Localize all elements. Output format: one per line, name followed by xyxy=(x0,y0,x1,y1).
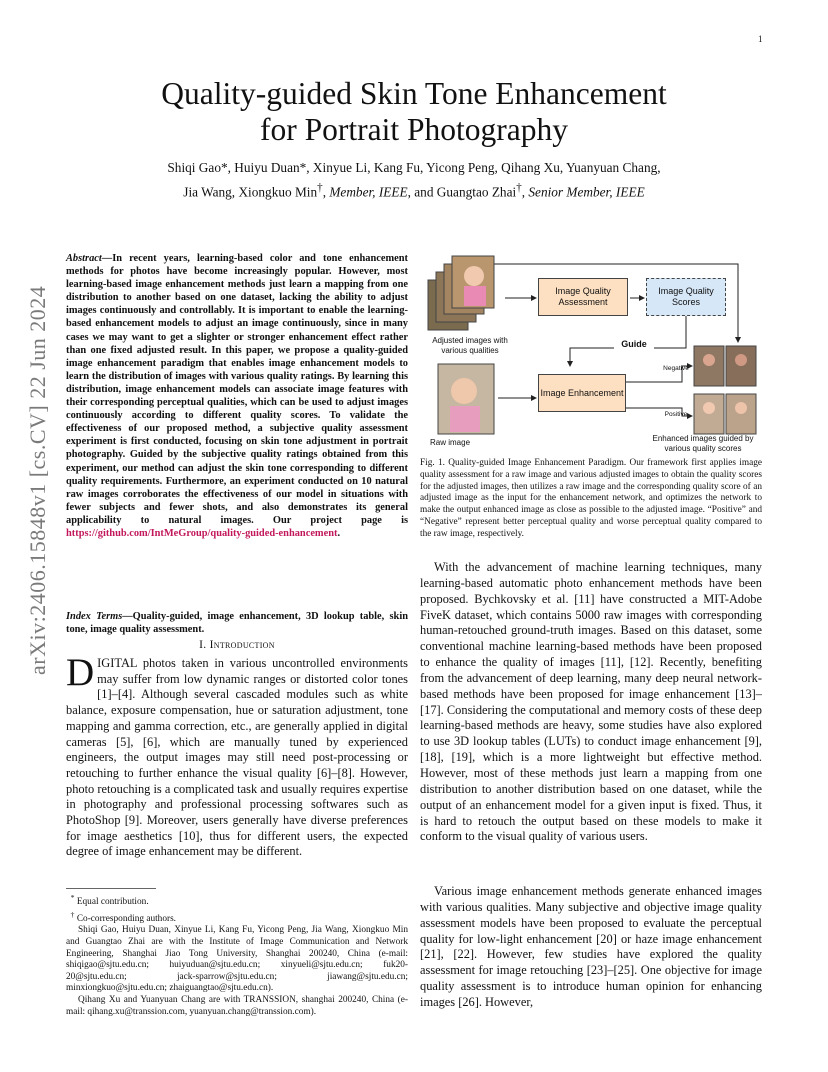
adjusted-images-label: Adjusted images with various qualities xyxy=(432,336,508,355)
title-line-2: for Portrait Photography xyxy=(260,112,568,147)
introduction-paragraph xyxy=(66,651,408,860)
guide-label: Guide xyxy=(614,340,654,350)
author-wang-min: Jia Wang, Xiongkuo Min xyxy=(183,184,318,200)
footnote-corresponding: † Co-corresponding authors. xyxy=(70,909,177,924)
raw-image-label: Raw image xyxy=(430,438,471,447)
negative-portraits xyxy=(694,346,756,386)
negative-label: Negative xyxy=(663,365,689,372)
drop-cap: D xyxy=(66,651,95,694)
abstract: Abstract—In recent years, learning-based color and tone enhancement methods for photos have become increasingly popular. However, most learning-based image enhancement methods just learn a mapping from one distribution to another based on one dataset, lacking the ability to adjust images continuously and controllably. It is important to enable the learning-based enhancement models to adjust an image continuously, since in many cases we may want to get a slighter or stronger enhancement effect rather than one fixed adjusted result. In this paper, we propose a quality-guided image enhancement paradigm that enables image enhancement models to learn the distribution of images with various quality ratings. By learning this distribution, image enhancement models can associate image features with their corresponding perceptual qualities, which can be used to adjust images continuously according to different quality scores. To validate the effectiveness of our proposed method, a subjective quality assessment experiment is first conducted, focusing on skin tone adjustment in portrait photography. Guided by the subjective quality ratings obtained from this experiment, our method can adjust the skin tone corresponding to different quality requirements. Furthermore, an experiment conducted on 10 natural raw images corroborates the effectiveness of our model in situations with fewer subjects and fewer shots, and also demonstrates its general applicability to natural images. Our project page is https://github.com/IntMeGroup/quality-guided-enhancement. xyxy=(66,253,408,539)
member-ieee: Member, IEEE xyxy=(329,184,408,200)
portrait-stack xyxy=(428,256,494,330)
abstract-body: —In recent years, learning-based color and tone enhancement methods for photos have become increasingly popular. However, most learning-based image enhancement methods just learn a mapping from one distribution to another based on one dataset, lacking the ability to adjust images continuously and controllably. It is important to enable the learning-based enhancement models to adjust an image continuously, since in many cases we may want to get a slighter or stronger enhancement effect rather than one fixed adjusted result. In this paper, we propose a quality-guided image enhancement paradigm that enables image enhancement models to learn the distribution of images with various quality ratings. By learning this distribution, image enhancement models can associate image features with their corresponding perceptual qualities, which can be used to adjust images continuously according to different quality scores. To validate the effectiveness of our proposed method, a subjective quality assessment experiment is first conducted, focusing on skin tone adjustment in portrait photography. Guided by the subjective quality ratings obtained from this experiment, our method can adjust the skin tone corresponding to different quality requirements. Furthermore, an experiment conducted on 10 natural raw images corroborates the effectiveness of our model in situations with fewer subjects and fewer shots, and also demonstrates its general applicability to natural images. Our project page is xyxy=(66,253,408,526)
positive-portraits xyxy=(694,394,756,434)
title-line-1: Quality-guided Skin Tone Enhancement xyxy=(161,76,667,111)
footnote-rule xyxy=(66,888,156,889)
index-terms-body: —Quality-guided, image enhancement, 3D lookup table, skin tone, image quality assessment. xyxy=(66,611,408,636)
footnote-affiliation-1: Shiqi Gao, Huiyu Duan, Xinyue Li, Kang Fu, Yicong Peng, Jia Wang, Xiongkuo Min and Guangtao Zhai are with the Institute of Image Communication and Network Engineering, Shanghai Jiao Tong University, Shanghai 200240, China (e-mail: shiqigao@sjtu.edu.cn; huiyuduan@sjtu.edu.cn; xinyueli@sjtu.edu.cn; fuk20-20@sjtu.edu.cn; jack-sparrow@sjtu.edu.cn; jiawang@sjtu.edu.cn; minxiongkuo@sjtu.edu.cn; zhaiguangtao@sjtu.edu.cn). xyxy=(66,925,408,994)
right-paragraph-1: With the advancement of machine learning techniques, many learning-based automatic photo enhancement methods have been proposed. Bychkovsky et al. [11] have constructed a MIT-Adobe FiveK dataset, which contains 5000 raw images with corresponding human-retouched ground-truth images. Based on this dataset, some conventional machine learning-based methods have been proposed to enhance the quality of images [11], [12]. Recently, benefiting from the advancement of deep learning, many deep neural network-based methods have been proposed for image enhancement [13]–[17]. Considering the computational and memory costs of these deep learning-based methods are heavy, some studies have also explored to use 3D lookup tables (LUTs) to conduct image enhancement [9], [18], [19], which is a more lightweight but effective method. However, most of these methods just learn a mapping from one distribution to another distribution based on one dataset, while the output of an enhancement model for a given input is fixed. Thus, it is hard to retouch the output based on these models to make it conform to the visual quality of various users. xyxy=(420,560,762,844)
section-heading-introduction: I. Introduction xyxy=(199,639,275,651)
author-list xyxy=(90,158,738,202)
author-zhai: , and Guangtao Zhai xyxy=(407,184,517,200)
footnote-affiliation-2: Qihang Xu and Yuanyuan Chang are with TRANSSION, shanghai 200240, China (e-mail: qihang.xu@transsion.com, yuanyuan.chang@transsion.com). xyxy=(66,994,408,1017)
project-link[interactable]: https://github.com/IntMeGroup/quality-guided-enhancement xyxy=(66,527,338,539)
box-image-enhancement: Image Enhancement xyxy=(538,374,626,412)
positive-label: Positive xyxy=(664,411,688,418)
arxiv-stamp: arXiv:2406.15848v1 [cs.CV] 22 Jun 2024 xyxy=(25,285,50,675)
index-terms-label: Index Terms xyxy=(66,611,123,622)
raw-portrait xyxy=(438,364,494,434)
figure-1-caption: Fig. 1. Quality-guided Image Enhancement Paradigm. Our framework first applies image quality assessment for a raw image and various adjusted images to obtain the quality scores for the adjusted images, then utilizes a raw image and the corresponding quality score of an adjusted image as the input for the enhancement network, and optimizes the network to make the output enhanced image as close as possible to the adjusted image. “Positive” and “Negative” represent better perceptual quality and worse perceptual quality compared to the raw image, respectively. xyxy=(420,458,762,539)
introduction-text: IGITAL photos taken in various uncontrolled environments may suffer from low dynamic ranges or distorted color tones [1]–[4]. Although several cascaded modules such as white balance, exposure compensation, hue or saturation adjustment, tone mapping and gamma correction, etc., are generally applied in digital cameras [5], [6], which are manually tuned by experienced engineers, the output images may still need post-processing or retouching to further enhance the visual quality [6]–[8]. However, photo retouching is a complicated task and usually requires expertise in photography and professional processing softwares such as PhotoShop [9]. Moreover, users generally have diverse preferences for image aesthetics [10], thus for different users, the expected degree of image enhancement may be different. xyxy=(66,656,408,859)
paper-title xyxy=(60,76,768,148)
box-image-quality-assessment: Image Quality Assessment xyxy=(538,278,628,316)
figure-1-diagram xyxy=(420,246,762,454)
senior-member-ieee: Senior Member, IEEE xyxy=(528,184,645,200)
right-paragraph-2: Various image enhancement methods generate enhanced images with various qualities. Many subjective and objective image quality assessment models have been proposed to evaluate the perceptual quality for low-light enhancement [20] or haze image enhancement [21], [22]. However, few studies have explored the quality assessment for image retouching [23]–[25]. One objective for image quality assessment is to introduce human opinion for enhancing images [26]. However, xyxy=(420,884,762,1009)
abstract-label: Abstract xyxy=(66,253,102,264)
footnotes xyxy=(66,892,408,1018)
authors-line-2: Jia Wang, Xiongkuo Min†, Member, IEEE, and Guangtao Zhai†, Senior Member, IEEE xyxy=(183,182,645,200)
page-number: 1 xyxy=(758,34,763,44)
index-terms xyxy=(66,610,408,636)
footnote-equal: * Equal contribution. xyxy=(70,893,149,908)
enhanced-images-label: Enhanced images guided by various quality scores xyxy=(652,434,754,453)
authors-line-1: Shiqi Gao*, Huiyu Duan*, Xinyue Li, Kang Fu, Yicong Peng, Qihang Xu, Yuanyuan Chang, xyxy=(167,160,661,175)
box-image-quality-scores: Image Quality Scores xyxy=(646,278,726,316)
